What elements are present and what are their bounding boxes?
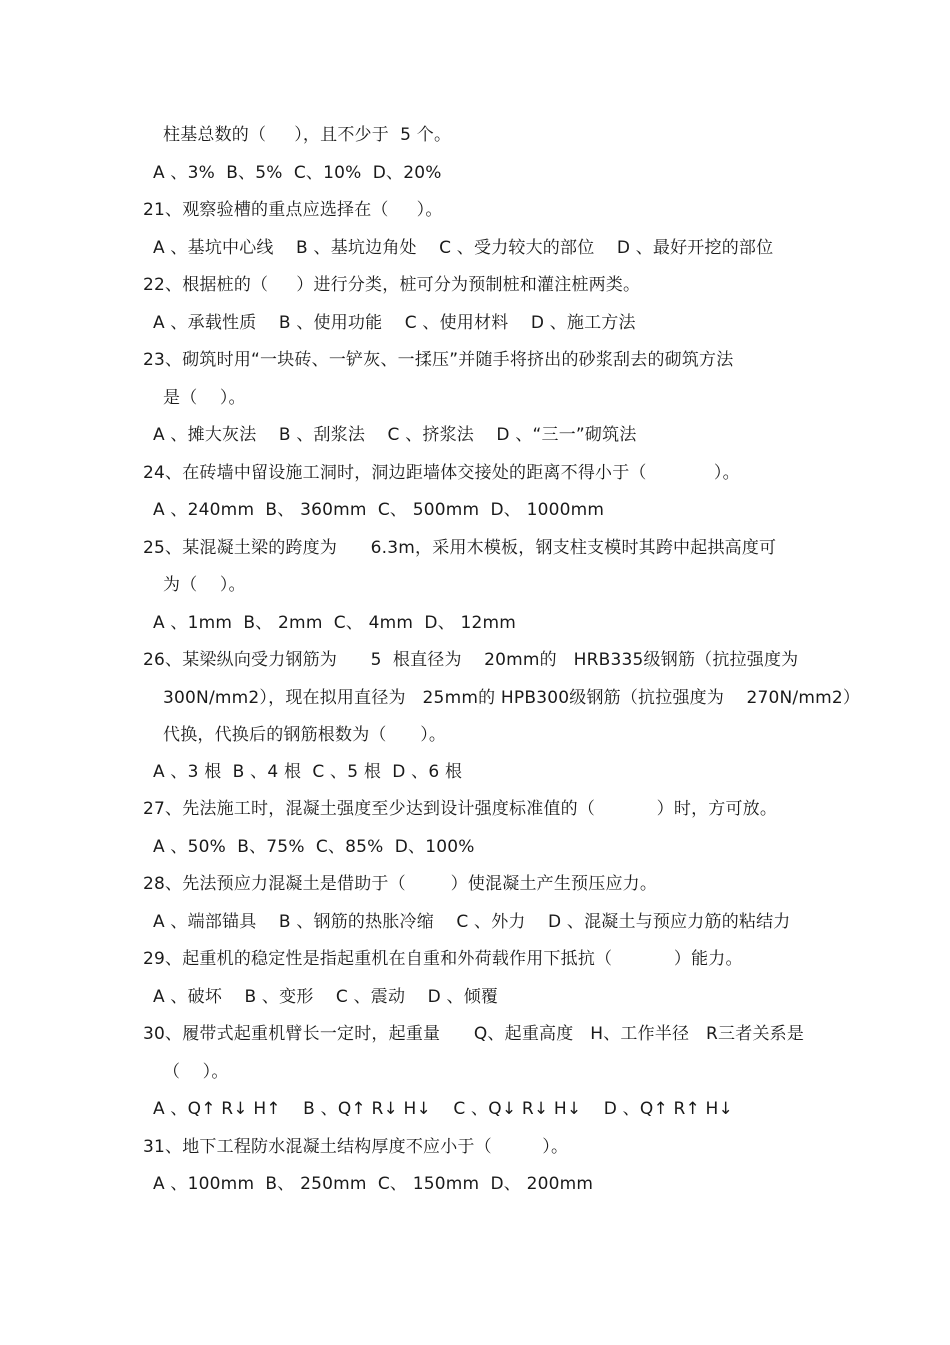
question-20-options: A 、3% B、5% C、10% D、20% bbox=[153, 163, 442, 183]
question-26-continuation-1: 300N/mm2），现在拟用直径为 25mm的 HPB300级钢筋（抗拉强度为 270N/mm2） bbox=[163, 688, 861, 708]
question-30-continuation: （ ）。 bbox=[163, 1062, 229, 1082]
question-23-options: A 、摊大灰法 B 、刮浆法 C 、挤浆法 D 、“三一”砌筑法 bbox=[153, 425, 637, 445]
question-24: 24、在砖墙中留设施工洞时，洞边距墙体交接处的距离不得小于（ ）。 bbox=[143, 463, 740, 483]
question-21: 21、观察验槽的重点应选择在（ ）。 bbox=[143, 200, 443, 220]
question-27: 27、先法施工时，混凝土强度至少达到设计强度标准值的（ ）时，方可放。 bbox=[143, 799, 778, 819]
question-29-options: A 、破坏 B 、变形 C 、震动 D 、倾覆 bbox=[153, 987, 499, 1007]
question-22: 22、根据桩的（ ）进行分类，桩可分为预制桩和灌注桩两类。 bbox=[143, 275, 641, 295]
question-29: 29、起重机的稳定性是指起重机在自重和外荷载作用下抵抗（ ）能力。 bbox=[143, 949, 743, 969]
question-30-options: A 、Q↑ R↓ H↑ B 、Q↑ R↓ H↓ C 、Q↓ R↓ H↓ D 、Q↑ R↑ H↓ bbox=[153, 1099, 733, 1119]
question-25-options: A 、1mm B、 2mm C、 4mm D、 12mm bbox=[153, 613, 517, 633]
question-22-options: A 、承载性质 B 、使用功能 C 、使用材料 D 、施工方法 bbox=[153, 313, 636, 333]
question-28-options: A 、端部锚具 B 、钢筋的热胀冷缩 C 、外力 D 、混凝土与预应力筋的粘结力 bbox=[153, 912, 791, 932]
question-23: 23、砌筑时用“一块砖、一铲灰、一揉压”并随手将挤出的砂浆刮去的砌筑方法 bbox=[143, 350, 734, 370]
question-30: 30、履带式起重机臂长一定时，起重量 Q、起重高度 H、工作半径 R三者关系是 bbox=[143, 1024, 805, 1044]
question-25: 25、某混凝土梁的跨度为 6.3m，采用木模板，钢支柱支模时其跨中起拱高度可 bbox=[143, 538, 777, 558]
question-23-continuation: 是（ ）。 bbox=[163, 388, 246, 408]
question-26-options: A 、3 根 B 、4 根 C 、5 根 D 、6 根 bbox=[153, 762, 463, 782]
question-26-continuation-2: 代换，代换后的钢筋根数为（ ）。 bbox=[163, 725, 447, 745]
question-24-options: A 、240mm B、 360mm C、 500mm D、 1000mm bbox=[153, 500, 605, 520]
question-31: 31、地下工程防水混凝土结构厚度不应小于（ ）。 bbox=[143, 1137, 569, 1157]
question-26: 26、某梁纵向受力钢筋为 5 根直径为 20mm的 HRB335级钢筋（抗拉强度为 bbox=[143, 650, 799, 670]
question-28: 28、先法预应力混凝土是借助于（ ）使混凝土产生预压应力。 bbox=[143, 874, 658, 894]
question-20-continuation: 柱基总数的（ ），且不少于 5 个。 bbox=[163, 125, 452, 145]
question-27-options: A 、50% B、75% C、85% D、100% bbox=[153, 837, 475, 857]
question-25-continuation: 为（ ）。 bbox=[163, 575, 246, 595]
question-31-options: A 、100mm B、 250mm C、 150mm D、 200mm bbox=[153, 1174, 594, 1194]
question-21-options: A 、基坑中心线 B 、基坑边角处 C 、受力较大的部位 D 、最好开挖的部位 bbox=[153, 238, 774, 258]
